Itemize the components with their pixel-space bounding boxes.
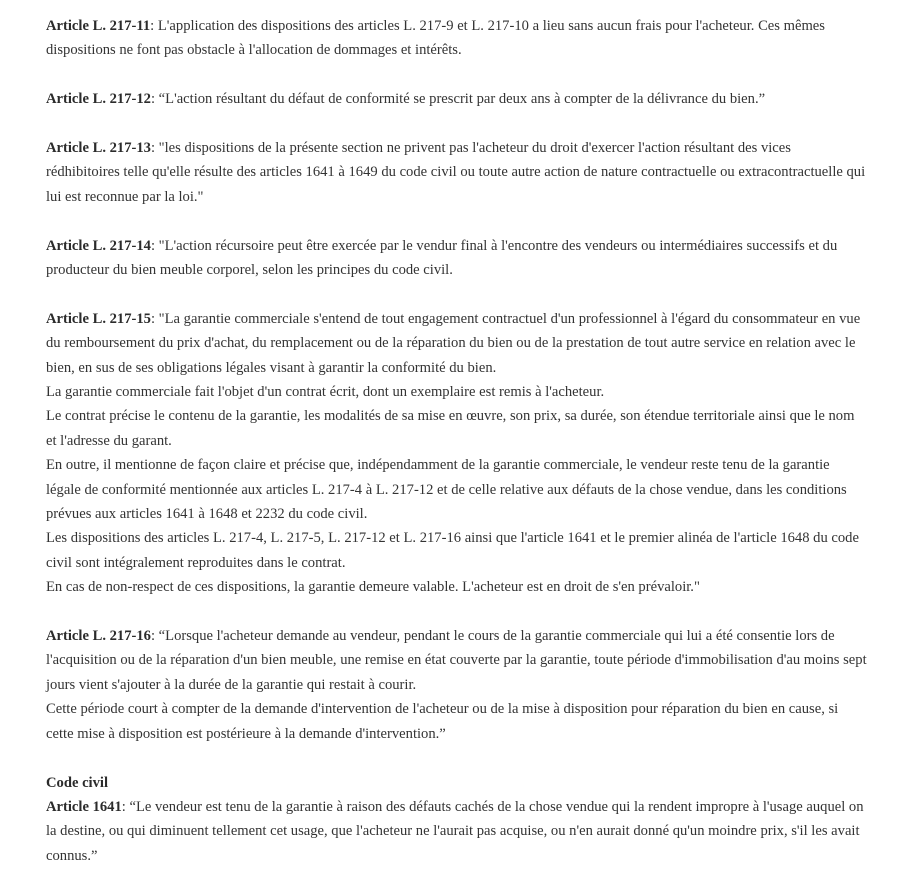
article-label: Article L. 217-14 (46, 237, 151, 254)
article-label: Article L. 217-11 (46, 18, 151, 34)
article-l217-16 (46, 624, 868, 746)
code-civil-heading: Code civil (46, 774, 109, 791)
article-label: Article L. 217-12 (46, 91, 151, 108)
article-l217-15-line-5: Les dispositions des articles L. 217-4, L. 217-5, L. 217-12 et L. 217-16 ainsi que l'article 1641 et le premier alinéa de l'article 1648 du code civil sont intégralement reproduites dans le contrat. (46, 530, 859, 571)
article-text: : “Le vendeur est tenu de la garantie à raison des défauts cachés de la chose vendue qui la rendent impropre à l'usage auquel on la destine, ou qui diminuent tellement cet usage, que l'acheteur ne l'aurait pas acquise, ou n'en aurait donné qu'un moindre prix, s'il les avait connus.” (46, 798, 864, 864)
article-l217-16-line-1 (46, 624, 868, 697)
article-l217-14-line-1 (46, 234, 868, 283)
article-1641-line (46, 795, 868, 868)
article-text: : “Lorsque l'acheteur demande au vendeur, pendant le cours de la garantie commerciale qui lui a été consentie lors de l'acquisition ou de la réparation d'un bien meuble, une remise en état couverte par la garantie, toute période d'immobilisation d'au moins sept jours vient s'ajouter à la durée de la garantie qui restait à courir. (46, 628, 867, 693)
article-text: : “L'action résultant du défaut de conformité se prescrit par deux ans à compter de la délivrance du bien.” (150, 91, 766, 108)
article-l217-15-line-1 (46, 307, 868, 380)
article-label: Article L. 217-13 (46, 140, 151, 156)
article-l217-15-line-6: En cas de non-respect de ces dispositions, la garantie demeure valable. L'acheteur est en droit de s'en prévaloir." (46, 579, 700, 596)
article-label: Article 1641 (46, 798, 122, 815)
article-l217-15-line-2: La garantie commerciale fait l'objet d'un contrat écrit, dont un exemplaire est remis à l'acheteur. (46, 384, 605, 401)
article-l217-13 (46, 136, 868, 209)
article-l217-15-line-3: Le contrat précise le contenu de la garantie, les modalités de sa mise en œuvre, son prix, sa durée, son étendue territoriale ainsi que le nom et l'adresse du garant. (46, 408, 855, 449)
article-l217-15-line-4: En outre, il mentionne de façon claire et précise que, indépendamment de la garantie commerciale, le vendeur reste tenu de la garantie légale de conformité mentionnée aux articles L. 217-4 à L. 217-12 et de celle relative aux défauts de la chose vendue, dans les conditions prévues aux articles 1641 à 1648 et 2232 du code civil. (46, 457, 847, 523)
legal-document (46, 14, 868, 893)
article-l217-14 (46, 234, 868, 283)
article-l217-16-line-2: Cette période court à compter de la demande d'intervention de l'acheteur ou de la mise à disposition pour réparation du bien en cause, si cette mise à disposition est postérieure à la demande d'intervention.” (46, 701, 839, 742)
article-l217-13-line-1 (46, 136, 868, 209)
article-l217-11 (46, 14, 868, 63)
article-label: Article L. 217-16 (46, 628, 151, 645)
article-l217-12-line-1 (46, 87, 868, 111)
article-l217-15 (46, 307, 868, 600)
article-text: : "L'action récursoire peut être exercée par le vendur final à l'encontre des vendeurs ou intermédiaires successifs et du producteur du bien meuble corporel, selon les principes du code civil. (46, 237, 838, 279)
article-l217-12 (46, 87, 868, 111)
article-text: : "les dispositions de la présente section ne privent pas l'acheteur du droit d'exercer l'action résultant des vices rédhibitoires telle qu'elle résulte des articles 1641 à 1649 du code civil ou toute autre action de nature contractuelle ou extracontractuelle qui lui est reconnue par la loi." (46, 140, 866, 205)
article-text: : L'application des dispositions des articles L. 217-9 et L. 217-10 a lieu sans aucun frais pour l'acheteur. Ces mêmes dispositions ne font pas obstacle à l'allocation de dommages et intérêts. (46, 18, 825, 59)
code-civil-section (46, 771, 868, 869)
article-label: Article L. 217-15 (46, 310, 151, 327)
article-l217-11-line-1 (46, 14, 868, 63)
article-text: : "La garantie commerciale s'entend de tout engagement contractuel d'un professionnel à l'égard du consommateur en vue du remboursement du prix d'achat, du remplacement ou de la réparation du bien ou de la prestation de tout autre service en relation avec le bien, en sus de ses obligations légales visant à garantir la conformité du bien. (46, 310, 861, 376)
